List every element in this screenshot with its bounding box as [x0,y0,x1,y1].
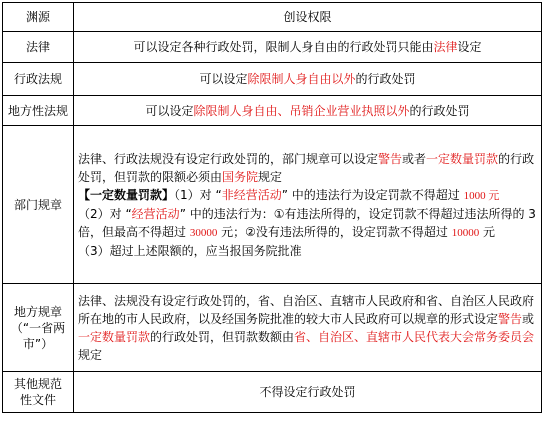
text-segment: 元；②没有违法所得的，设定罚款不得超过 [217,224,452,239]
row-text-other-docs: 不得设定行政处罚 [74,372,542,413]
text-segment: 法律、行政法规没有设定行政处罚的，部门规章可以设定 [78,151,379,166]
label-line: 地方规章 [13,304,62,319]
text-segment: 可以设定 [145,103,194,118]
header-source: 渊源 [3,3,74,32]
paragraph [78,186,537,205]
text-segment: ” 中的违法行为设定罚款不得超过 [281,187,464,202]
table-row [3,126,542,284]
text-segment: 的行政处罚，但罚款数额由 [150,329,295,344]
text-segment: 规定 [78,347,103,362]
row-label-local-regulation: 地方性法规 [3,96,74,126]
paragraph [78,150,537,186]
text-segment: 设定 [457,40,482,54]
text-segment: 的行政处罚 [409,103,470,118]
row-label-admin-regulation: 行政法规 [3,63,74,96]
label-line: 其他规范 [13,377,62,391]
paragraph: （3）超过上述限额的，应当报国务院批准 [78,243,302,258]
highlight-number: 1000 元 [463,189,500,202]
header-authority: 创设权限 [74,3,542,32]
row-text-local-gov-rules [74,284,542,372]
table-row [3,32,542,63]
text-segment: 法律、法规没有设定行政处罚的，省、自治区、直辖市人民政府和省、自治区人民政府所在地的市人民政府，以及经国务院批准的较大市人民政府可以规章的形式设定 [78,293,535,326]
label-line: （“一省两 [10,320,66,335]
text-segment: ” 中的违法行为：①有违法所得的，设定罚款不得超过违法所得的 3 倍，但最高不得超过 [78,206,536,239]
text-segment: 可以设定各种行政处罚，限制人身自由的行政处罚只能由 [133,40,434,54]
text-segment: 可以设定 [199,72,248,86]
highlight-text: 经营活动 [131,206,180,221]
highlight-text: 一定数量罚款 [78,329,151,344]
header-row [3,3,542,32]
highlight-text: 除限制人身自由以外 [247,72,356,86]
text-segment: （1）对 “ [174,187,222,202]
row-text-law [74,32,542,63]
highlight-text: 警告 [498,311,523,326]
highlight-text: 警告 [378,151,403,166]
highlight-text: 国务院 [222,169,259,184]
text-segment: 规定 [258,169,283,184]
label-line: 市”） [22,336,54,351]
row-label-department-rules: 部门规章 [3,126,74,284]
row-text-admin-regulation [74,63,542,96]
table-row [3,284,542,372]
row-text-local-regulation [74,96,542,126]
table-row [3,63,542,96]
highlight-text: 法律 [433,40,458,54]
text-segment: 元 [479,224,496,239]
highlight-text: 除限制人身自由、吊销企业营业执照以外 [193,103,410,118]
table-row [3,372,542,413]
highlight-text: 非经营活动 [221,187,282,202]
highlight-number: 30000 [189,226,218,239]
text-segment: 的行政处罚，但罚款的限额必须由 [78,151,535,184]
text-segment: 的行政处罚 [355,72,416,86]
row-label-local-gov-rules [3,284,74,372]
table-row [3,96,542,126]
label-line: 性文件 [19,393,56,407]
row-text-department-rules [74,126,542,284]
penalty-authority-table [2,2,542,413]
row-label-other-docs [3,372,74,413]
text-segment: 或 [522,311,535,326]
highlight-text: 一定数量罚款 [426,151,499,166]
text-segment: （2）对 “ [78,206,132,221]
highlight-text: 省、自治区、直辖市人民代表大会常务委员会 [294,329,535,344]
text-segment: 或者 [402,151,427,166]
highlight-number: 10000 [451,226,480,239]
paragraph [78,205,537,242]
bracket-heading: 【一定数量罚款】 [78,187,175,202]
row-label-law: 法律 [3,32,74,63]
